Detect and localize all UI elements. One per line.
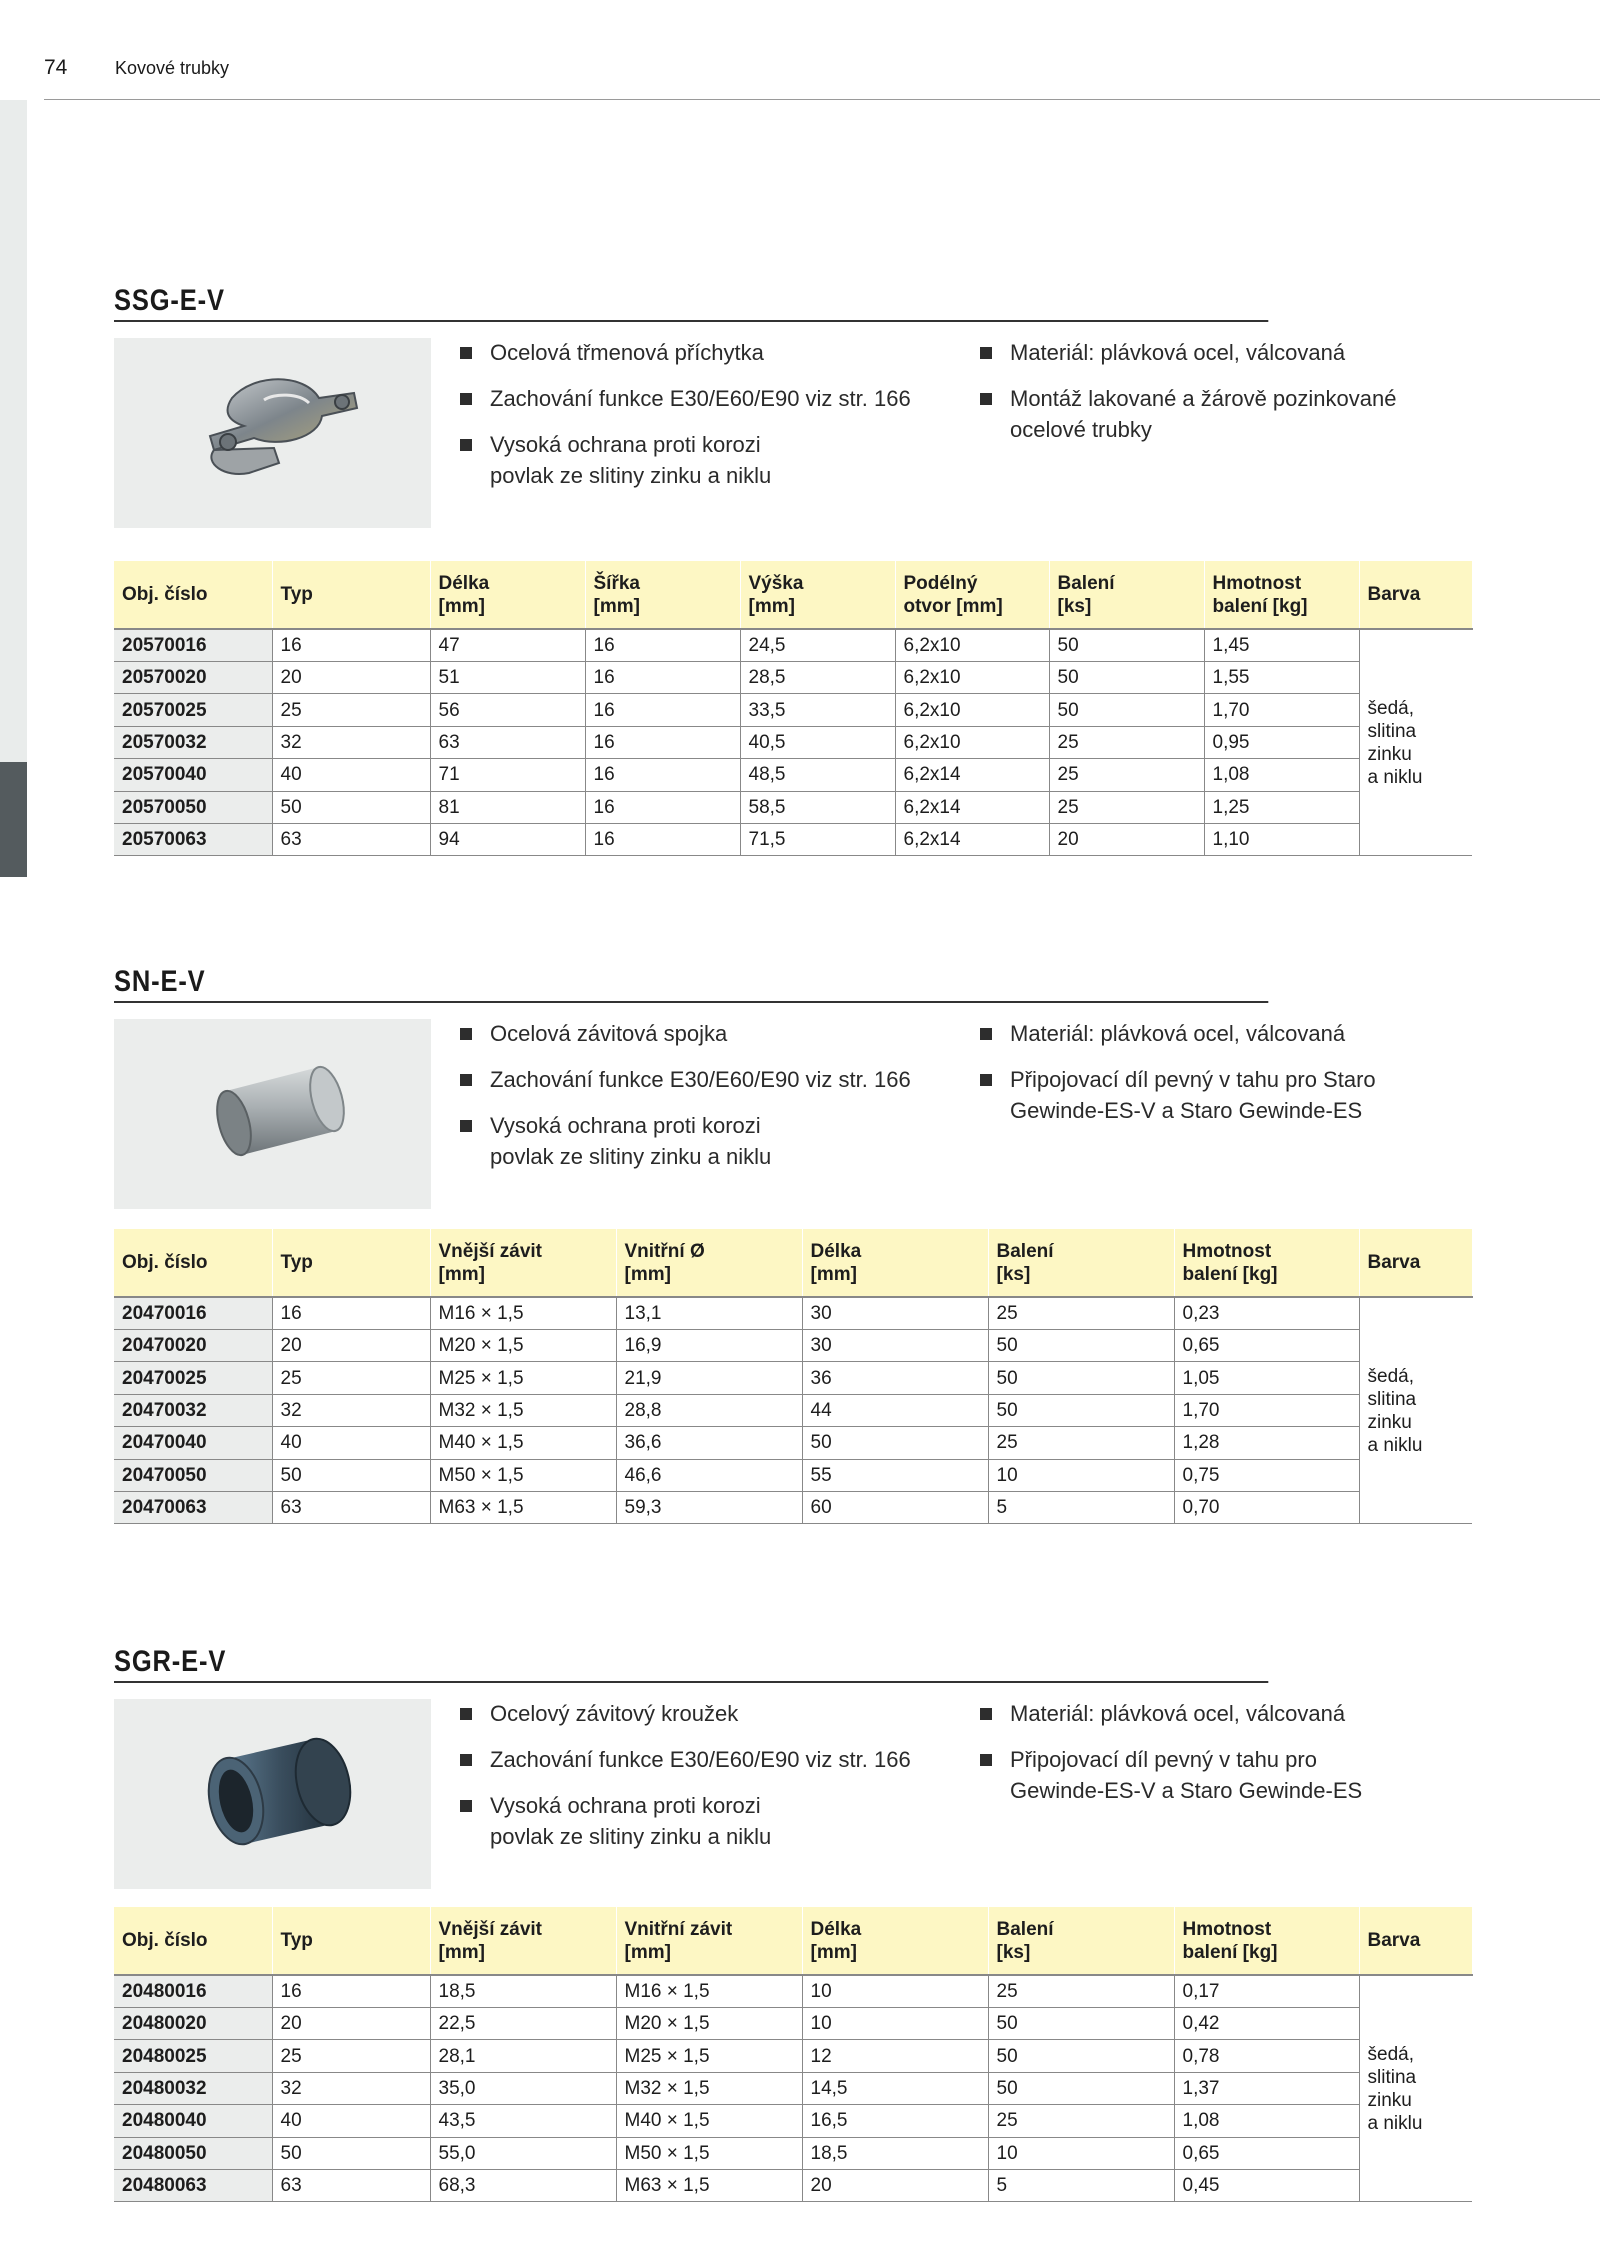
table-cell: 25 [988, 2105, 1174, 2137]
table-cell: 0,70 [1174, 1491, 1359, 1523]
table-cell: 50 [988, 2040, 1174, 2072]
column-header: Obj. číslo [114, 1907, 272, 1975]
table-cell: M40 × 1,5 [616, 2105, 802, 2137]
column-header: Vnější závit [mm] [430, 1907, 616, 1975]
column-header: Vnitřní závit [mm] [616, 1907, 802, 1975]
table-cell: 50 [1049, 629, 1204, 662]
spec-table [114, 1229, 1473, 1524]
table-cell: M20 × 1,5 [616, 2008, 802, 2040]
pipe-clamp-icon [114, 338, 431, 528]
order-number: 20480040 [114, 2105, 272, 2137]
table-cell: 16,5 [802, 2105, 988, 2137]
bullet-square-icon [460, 439, 472, 451]
table-cell: 50 [272, 1459, 430, 1491]
column-header: Výška [mm] [740, 561, 895, 629]
table-cell: 25 [988, 1297, 1174, 1330]
table-cell: 10 [802, 1975, 988, 2008]
feature-item: Ocelová závitová spojka [460, 1018, 980, 1049]
table-cell: M25 × 1,5 [616, 2040, 802, 2072]
table-header-row [114, 1229, 1472, 1297]
table-cell: 1,28 [1174, 1427, 1359, 1459]
table-row [114, 823, 1472, 855]
table-cell: 16 [585, 694, 740, 726]
feature-item: Připojovací díl pevný v tahu pro Gewinde-ES-V a Staro Gewinde-ES [980, 1744, 1470, 1806]
column-header: Hmotnost balení [kg] [1174, 1229, 1359, 1297]
table-cell: M25 × 1,5 [430, 1362, 616, 1394]
feature-item: Zachování funkce E30/E60/E90 viz str. 166 [460, 1744, 980, 1775]
order-number: 20470040 [114, 1427, 272, 1459]
feature-item: Ocelový závitový kroužek [460, 1698, 980, 1729]
table-cell: 28,5 [740, 662, 895, 694]
table-cell: 28,1 [430, 2040, 616, 2072]
table-row [114, 1394, 1472, 1426]
table-cell: 0,65 [1174, 1330, 1359, 1362]
table-cell: 51 [430, 662, 585, 694]
table-cell: 10 [802, 2008, 988, 2040]
table-row [114, 2105, 1472, 2137]
table-cell: 0,78 [1174, 2040, 1359, 2072]
side-tab-marker [0, 762, 27, 877]
feature-item: Zachování funkce E30/E60/E90 viz str. 166 [460, 383, 980, 414]
table-cell: 18,5 [802, 2137, 988, 2169]
bullet-square-icon [460, 347, 472, 359]
table-row [114, 759, 1472, 791]
column-header: Hmotnost balení [kg] [1204, 561, 1359, 629]
table-cell: 16 [585, 629, 740, 662]
table-cell: 10 [988, 2137, 1174, 2169]
table-cell: 40 [272, 2105, 430, 2137]
table-cell: M32 × 1,5 [616, 2072, 802, 2104]
table-row [114, 1491, 1472, 1523]
table-row [114, 726, 1472, 758]
table-cell: 63 [430, 726, 585, 758]
table-row [114, 2008, 1472, 2040]
bullet-square-icon [460, 1120, 472, 1132]
table-cell: M20 × 1,5 [430, 1330, 616, 1362]
table-row [114, 1297, 1472, 1330]
order-number: 20480050 [114, 2137, 272, 2169]
column-header: Šířka [mm] [585, 561, 740, 629]
table-row [114, 791, 1472, 823]
product-sn-e-v [114, 963, 1472, 1519]
table-cell: 18,5 [430, 1975, 616, 2008]
table-row [114, 1459, 1472, 1491]
order-number: 20480063 [114, 2169, 272, 2201]
table-cell: 50 [988, 1330, 1174, 1362]
table-cell: 1,25 [1204, 791, 1359, 823]
side-strip [0, 100, 27, 877]
table-cell: 58,5 [740, 791, 895, 823]
table-cell: M32 × 1,5 [430, 1394, 616, 1426]
table-row [114, 662, 1472, 694]
feature-list-right [980, 337, 1470, 460]
table-cell: 50 [988, 2008, 1174, 2040]
table-cell: 1,05 [1174, 1362, 1359, 1394]
feature-item: Zachování funkce E30/E60/E90 viz str. 166 [460, 1064, 980, 1095]
table-cell: 40 [272, 759, 430, 791]
table-cell: M40 × 1,5 [430, 1427, 616, 1459]
order-number: 20470032 [114, 1394, 272, 1426]
table-cell: 63 [272, 2169, 430, 2201]
feature-item: Vysoká ochrana proti korozi povlak ze slitiny zinku a niklu [460, 429, 980, 491]
table-cell: 12 [802, 2040, 988, 2072]
table-header-row [114, 1907, 1472, 1975]
table-cell: 0,17 [1174, 1975, 1359, 2008]
color-cell: šedá, slitina zinku a niklu [1359, 1297, 1472, 1524]
feature-item: Montáž lakované a žárově pozinkované ocelové trubky [980, 383, 1470, 445]
table-cell: 20 [272, 1330, 430, 1362]
bullet-square-icon [980, 347, 992, 359]
table-cell: 50 [272, 2137, 430, 2169]
table-cell: 0,42 [1174, 2008, 1359, 2040]
table-row [114, 2072, 1472, 2104]
table-cell: 81 [430, 791, 585, 823]
table-cell: 1,08 [1204, 759, 1359, 791]
table-cell: 50 [1049, 662, 1204, 694]
table-cell: M63 × 1,5 [616, 2169, 802, 2201]
table-cell: 16 [585, 726, 740, 758]
table-cell: 16 [585, 759, 740, 791]
threaded-ring-icon [114, 1699, 431, 1889]
table-row [114, 2040, 1472, 2072]
page-number: 74 [44, 56, 68, 79]
table-cell: M50 × 1,5 [616, 2137, 802, 2169]
order-number: 20570032 [114, 726, 272, 758]
table-cell: 16 [272, 1975, 430, 2008]
table-header-row [114, 561, 1472, 629]
product-ssg-e-v [114, 282, 1472, 851]
order-number: 20480032 [114, 2072, 272, 2104]
table-cell: 30 [802, 1297, 988, 1330]
color-cell: šedá, slitina zinku a niklu [1359, 629, 1472, 856]
bullet-square-icon [460, 393, 472, 405]
column-header: Typ [272, 1229, 430, 1297]
table-cell: 33,5 [740, 694, 895, 726]
table-cell: 50 [988, 1394, 1174, 1426]
table-cell: 50 [272, 791, 430, 823]
table-cell: 1,55 [1204, 662, 1359, 694]
table-cell: 94 [430, 823, 585, 855]
table-cell: 6,2x14 [895, 759, 1049, 791]
table-row [114, 1427, 1472, 1459]
product-title: SSG-E-V [114, 282, 1268, 322]
bullet-square-icon [980, 1074, 992, 1086]
table-cell: 6,2x10 [895, 662, 1049, 694]
bullet-square-icon [460, 1754, 472, 1766]
order-number: 20470020 [114, 1330, 272, 1362]
order-number: 20470025 [114, 1362, 272, 1394]
section-title: Kovové trubky [115, 58, 230, 78]
table-cell: 56 [430, 694, 585, 726]
product-title: SGR-E-V [114, 1643, 1268, 1683]
table-cell: 55,0 [430, 2137, 616, 2169]
table-cell: 71 [430, 759, 585, 791]
order-number: 20570050 [114, 791, 272, 823]
column-header: Barva [1359, 1907, 1472, 1975]
column-header: Hmotnost balení [kg] [1174, 1907, 1359, 1975]
table-cell: 20 [272, 2008, 430, 2040]
table-cell: 25 [272, 1362, 430, 1394]
table-row [114, 2169, 1472, 2201]
bullet-square-icon [460, 1708, 472, 1720]
order-number: 20570020 [114, 662, 272, 694]
product-photo [114, 1699, 431, 1889]
feature-item: Vysoká ochrana proti korozi povlak ze slitiny zinku a niklu [460, 1110, 980, 1172]
order-number: 20570016 [114, 629, 272, 662]
order-number: 20570063 [114, 823, 272, 855]
table-cell: 1,70 [1204, 694, 1359, 726]
feature-item: Připojovací díl pevný v tahu pro Staro Gewinde-ES-V a Staro Gewinde-ES [980, 1064, 1470, 1126]
table-cell: 59,3 [616, 1491, 802, 1523]
table-cell: 30 [802, 1330, 988, 1362]
table-cell: 20 [1049, 823, 1204, 855]
table-cell: 21,9 [616, 1362, 802, 1394]
bullet-square-icon [460, 1074, 472, 1086]
table-cell: 50 [802, 1427, 988, 1459]
table-cell: 36,6 [616, 1427, 802, 1459]
feature-item: Materiál: plávková ocel, válcovaná [980, 1018, 1470, 1049]
column-header: Vnější závit [mm] [430, 1229, 616, 1297]
table-row [114, 1330, 1472, 1362]
spec-table [114, 561, 1473, 856]
table-cell: 25 [272, 2040, 430, 2072]
table-cell: 32 [272, 1394, 430, 1426]
table-cell: 1,70 [1174, 1394, 1359, 1426]
bullet-square-icon [980, 1708, 992, 1720]
table-cell: 0,65 [1174, 2137, 1359, 2169]
table-cell: 32 [272, 726, 430, 758]
table-cell: 6,2x14 [895, 823, 1049, 855]
table-cell: 50 [988, 1362, 1174, 1394]
table-cell: 25 [988, 1427, 1174, 1459]
bullet-square-icon [980, 1754, 992, 1766]
table-cell: 25 [272, 694, 430, 726]
table-cell: 5 [988, 2169, 1174, 2201]
table-cell: 44 [802, 1394, 988, 1426]
table-row [114, 1975, 1472, 2008]
table-cell: 16 [585, 823, 740, 855]
table-cell: M50 × 1,5 [430, 1459, 616, 1491]
column-header: Podélný otvor [mm] [895, 561, 1049, 629]
spec-table [114, 1907, 1473, 2202]
bullet-square-icon [460, 1028, 472, 1040]
table-cell: 16 [585, 791, 740, 823]
table-cell: 16 [585, 662, 740, 694]
feature-item: Materiál: plávková ocel, válcovaná [980, 337, 1470, 368]
table-cell: 60 [802, 1491, 988, 1523]
column-header: Vnitřní Ø [mm] [616, 1229, 802, 1297]
table-cell: 20 [272, 662, 430, 694]
table-cell: 25 [1049, 759, 1204, 791]
table-cell: 35,0 [430, 2072, 616, 2104]
table-cell: 16 [272, 1297, 430, 1330]
product-photo [114, 338, 431, 528]
order-number: 20480025 [114, 2040, 272, 2072]
table-cell: M16 × 1,5 [616, 1975, 802, 2008]
table-cell: 40 [272, 1427, 430, 1459]
column-header: Obj. číslo [114, 1229, 272, 1297]
threaded-coupling-icon [114, 1019, 431, 1209]
table-cell: 40,5 [740, 726, 895, 758]
table-row [114, 694, 1472, 726]
table-cell: 32 [272, 2072, 430, 2104]
table-cell: 22,5 [430, 2008, 616, 2040]
column-header: Obj. číslo [114, 561, 272, 629]
table-cell: 0,95 [1204, 726, 1359, 758]
product-sgr-e-v [114, 1643, 1472, 2197]
feature-list-right [980, 1698, 1470, 1821]
table-cell: 16 [272, 629, 430, 662]
order-number: 20480020 [114, 2008, 272, 2040]
order-number: 20480016 [114, 1975, 272, 2008]
table-row [114, 2137, 1472, 2169]
table-cell: 71,5 [740, 823, 895, 855]
table-cell: 25 [1049, 791, 1204, 823]
table-row [114, 629, 1472, 662]
bullet-square-icon [460, 1800, 472, 1812]
order-number: 20570040 [114, 759, 272, 791]
order-number: 20470063 [114, 1491, 272, 1523]
product-photo [114, 1019, 431, 1209]
table-cell: 63 [272, 1491, 430, 1523]
feature-list-left [460, 337, 980, 506]
column-header: Typ [272, 561, 430, 629]
feature-list-right [980, 1018, 1470, 1141]
column-header: Balení [ks] [988, 1907, 1174, 1975]
column-header: Barva [1359, 561, 1472, 629]
column-header: Délka [mm] [430, 561, 585, 629]
table-cell: 36 [802, 1362, 988, 1394]
table-cell: 0,23 [1174, 1297, 1359, 1330]
table-cell: 50 [988, 2072, 1174, 2104]
table-cell: 6,2x14 [895, 791, 1049, 823]
table-cell: 13,1 [616, 1297, 802, 1330]
table-cell: 16,9 [616, 1330, 802, 1362]
column-header: Délka [mm] [802, 1907, 988, 1975]
column-header: Barva [1359, 1229, 1472, 1297]
order-number: 20470050 [114, 1459, 272, 1491]
table-cell: 25 [1049, 726, 1204, 758]
table-cell: 0,75 [1174, 1459, 1359, 1491]
feature-item: Materiál: plávková ocel, válcovaná [980, 1698, 1470, 1729]
table-cell: 1,45 [1204, 629, 1359, 662]
color-cell: šedá, slitina zinku a niklu [1359, 1975, 1472, 2202]
feature-item: Vysoká ochrana proti korozi povlak ze slitiny zinku a niklu [460, 1790, 980, 1852]
feature-item: Ocelová třmenová příchytka [460, 337, 980, 368]
table-cell: 6,2x10 [895, 629, 1049, 662]
column-header: Balení [ks] [988, 1229, 1174, 1297]
table-cell: 28,8 [616, 1394, 802, 1426]
order-number: 20570025 [114, 694, 272, 726]
table-cell: 68,3 [430, 2169, 616, 2201]
order-number: 20470016 [114, 1297, 272, 1330]
table-cell: 1,10 [1204, 823, 1359, 855]
product-title: SN-E-V [114, 963, 1268, 1003]
page-header [44, 54, 1600, 100]
bullet-square-icon [980, 393, 992, 405]
table-cell: 47 [430, 629, 585, 662]
table-cell: 55 [802, 1459, 988, 1491]
feature-list-left [460, 1698, 980, 1867]
table-cell: 46,6 [616, 1459, 802, 1491]
table-cell: 5 [988, 1491, 1174, 1523]
table-cell: 14,5 [802, 2072, 988, 2104]
table-cell: 1,37 [1174, 2072, 1359, 2104]
table-cell: 10 [988, 1459, 1174, 1491]
table-cell: 20 [802, 2169, 988, 2201]
table-cell: 1,08 [1174, 2105, 1359, 2137]
table-cell: M16 × 1,5 [430, 1297, 616, 1330]
table-cell: M63 × 1,5 [430, 1491, 616, 1523]
bullet-square-icon [980, 1028, 992, 1040]
column-header: Délka [mm] [802, 1229, 988, 1297]
feature-list-left [460, 1018, 980, 1187]
table-cell: 0,45 [1174, 2169, 1359, 2201]
table-cell: 63 [272, 823, 430, 855]
column-header: Balení [ks] [1049, 561, 1204, 629]
table-row [114, 1362, 1472, 1394]
column-header: Typ [272, 1907, 430, 1975]
table-cell: 6,2x10 [895, 726, 1049, 758]
table-cell: 43,5 [430, 2105, 616, 2137]
table-cell: 6,2x10 [895, 694, 1049, 726]
table-cell: 24,5 [740, 629, 895, 662]
table-cell: 50 [1049, 694, 1204, 726]
table-cell: 48,5 [740, 759, 895, 791]
table-cell: 25 [988, 1975, 1174, 2008]
